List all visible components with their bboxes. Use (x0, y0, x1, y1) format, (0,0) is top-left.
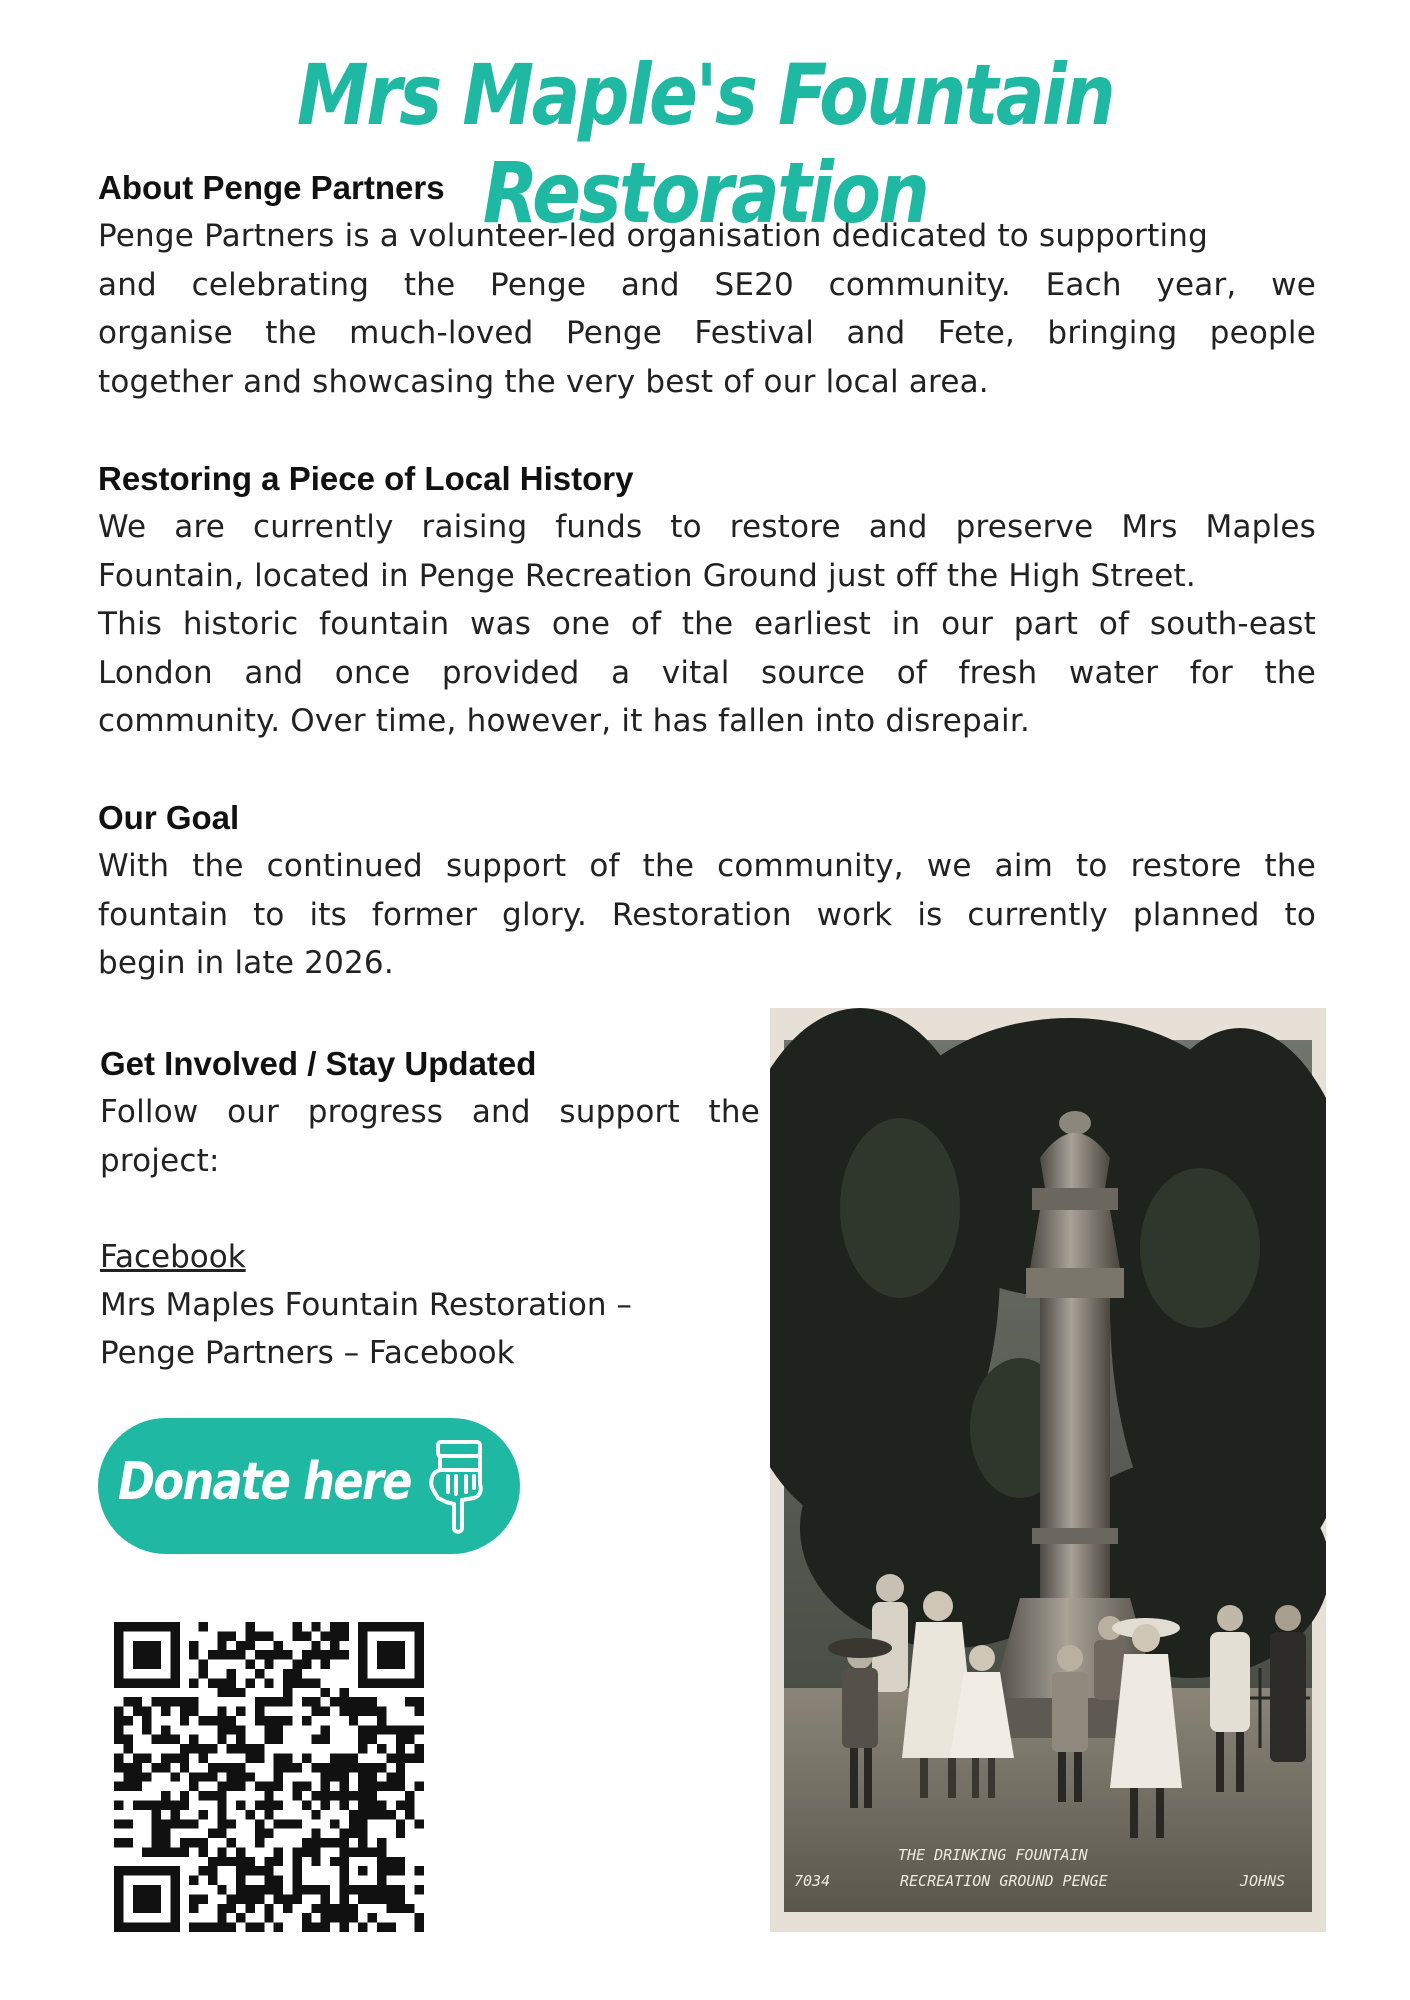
about-line: Penge Partners is a volunteer-led organisation dedicated to supporting (98, 218, 1208, 254)
goal-line: With the continued support of the community, we aim to restore the (98, 848, 1316, 884)
facebook-link[interactable]: Facebook (100, 1239, 246, 1275)
involved-section (100, 1040, 760, 1377)
page-title: Mrs Maple's Fountain Restoration (296, 46, 1114, 242)
history-line: community. Over time, however, it has fallen into disrepair. (98, 703, 1031, 739)
photo-caption-line2: RECREATION GROUND PENGE (900, 1872, 1108, 1890)
goal-line: begin in late 2026. (98, 945, 394, 981)
history-line: This historic fountain was one of the earliest in our part of south-east (98, 606, 1316, 642)
facebook-description-line: Mrs Maples Fountain Restoration – (100, 1287, 632, 1323)
involved-heading: Get Involved / Stay Updated (100, 1045, 537, 1082)
photo-caption-line1: THE DRINKING FOUNTAIN (898, 1846, 1088, 1864)
photo-number: 7034 (794, 1872, 831, 1890)
donate-qr-code[interactable] (114, 1622, 424, 1932)
history-line: We are currently raising funds to restore and preserve Mrs Maples (98, 509, 1316, 545)
about-line: and celebrating the Penge and SE20 community. Each year, we (98, 266, 1316, 303)
goal-line: fountain to its former glory. Restoration work is currently planned to (98, 896, 1316, 933)
historic-fountain-photo (770, 1008, 1326, 1932)
about-paragraph (98, 212, 1316, 406)
fountain-photo-image (770, 1008, 1326, 1932)
history-paragraph (98, 503, 1316, 746)
history-heading: Restoring a Piece of Local History (98, 460, 634, 497)
about-line: organise the much-loved Penge Festival and Fete, bringing people (98, 315, 1316, 351)
involved-paragraph (100, 1088, 760, 1185)
involved-line: Follow our progress and support the (100, 1094, 760, 1130)
photo-signature: JOHNS (1240, 1872, 1286, 1890)
history-line: Fountain, located in Penge Recreation Ground just off the High Street. (98, 557, 1196, 594)
history-section (98, 455, 1316, 746)
about-section (98, 164, 1316, 406)
facebook-description-line: Penge Partners – Facebook (100, 1335, 515, 1371)
involved-line: project: (100, 1142, 220, 1179)
donate-button[interactable] (98, 1418, 520, 1554)
pointing-hand-icon (418, 1436, 508, 1536)
goal-section (98, 794, 1316, 988)
about-heading: About Penge Partners (98, 169, 445, 206)
donate-label: Donate here (118, 1452, 411, 1512)
goal-heading: Our Goal (98, 799, 240, 836)
about-line: together and showcasing the very best of our local area. (98, 363, 989, 400)
history-line: London and once provided a vital source of fresh water for the (98, 654, 1316, 691)
goal-paragraph (98, 842, 1316, 988)
